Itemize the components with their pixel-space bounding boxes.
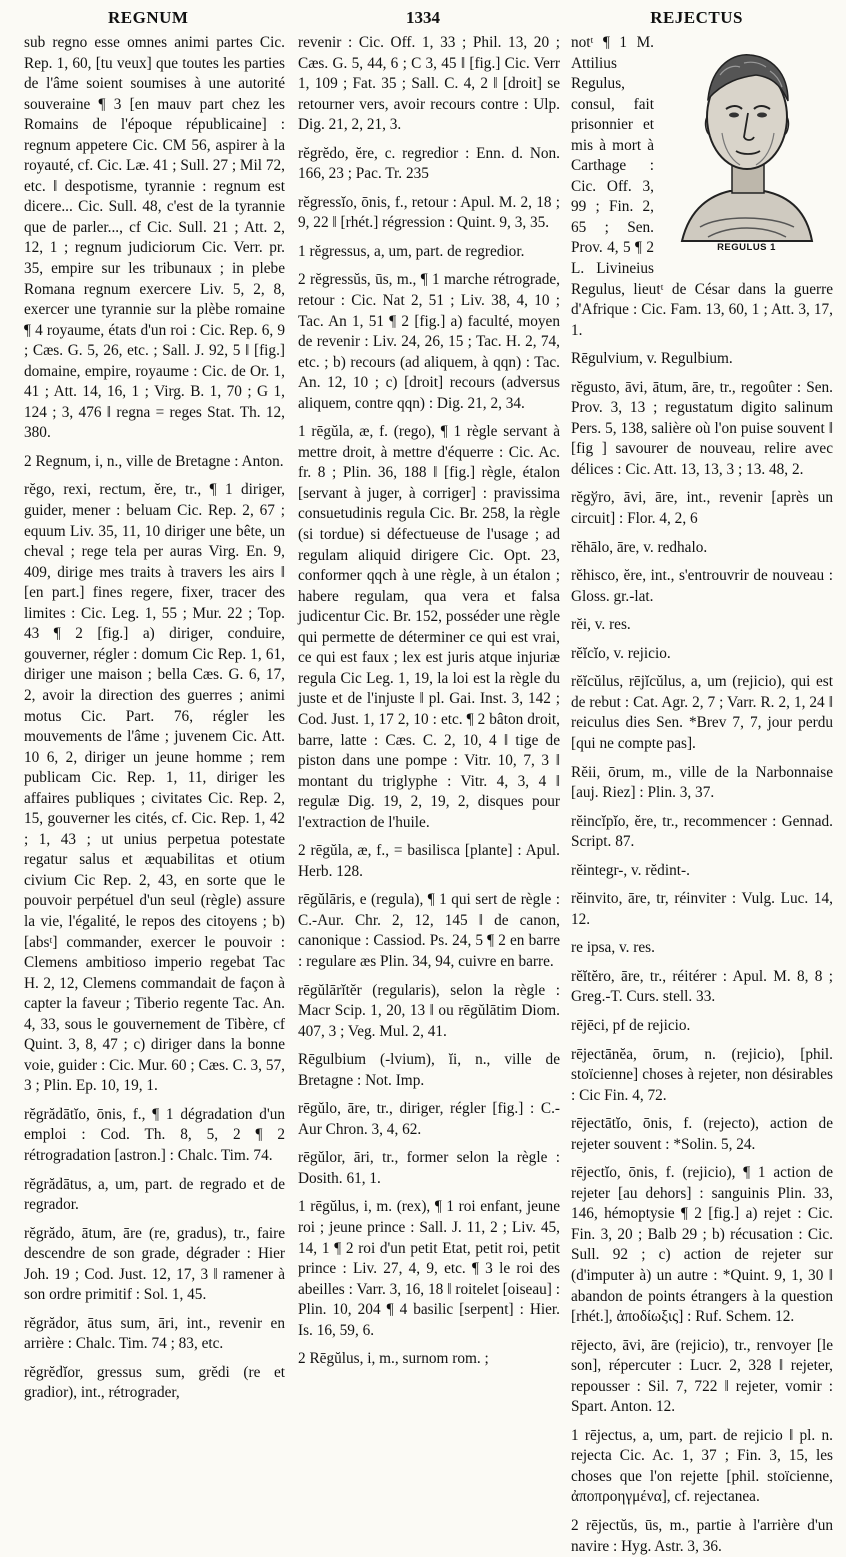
column-1 — [24, 33, 285, 1402]
column-2 — [298, 33, 560, 1368]
dictionary-entry: rējēci, pf de rejicio. — [571, 1016, 691, 1034]
dictionary-entry: rĕgrădo, ātum, āre (re, gradus), tr., faire descendre de son grade, dégrader : Hier Joh. 19 ; Cod. Just. 12, 17, 3 ‖ ramener à son ordre primitif : Sol. 1, 45. — [24, 1224, 285, 1304]
running-head-right: REJECTUS — [650, 8, 743, 27]
dictionary-entry: rĕgўro, āvi, āre, int., revenir [après un circuit] : Flor. 4, 2, 6 — [571, 489, 833, 528]
dictionary-entry: rējectĭo, ōnis, f. (rejicio), ¶ 1 action de rejeter [au dehors] : sanguinis Plin. 33, 146, hémoptysie ¶ 2 [fig.] a) rejet : Cic. Fin. 3, 20 ; Balb 29 ; b) récusation : Cic. Sull. 92 ; c) action de rejeter sur (d'imputer à) un autre : *Quint. 9, 1, 30 ‖ abandon de points étrangers à la question [rhét.], ἀποδίωξις] : Ruf. Schem. 12. — [571, 1164, 833, 1326]
dictionary-entry: 2 rēgŭla, æ, f., = basilisca [plante] : Apul. Herb. 128. — [298, 842, 560, 880]
dictionary-entry: rĕgressĭo, ōnis, f., retour : Apul. M. 2, 18 ; 9, 22 ‖ [rhét.] régression : Quint. 9, 3, 35. — [298, 193, 560, 232]
regulus-bust-figure — [660, 37, 833, 259]
dictionary-entry: Rēgulvium, v. Regulbium. — [571, 350, 733, 368]
dictionary-entry: 2 rĕgressŭs, ūs, m., ¶ 1 marche rétrograde, retour : Cic. Nat 2, 51 ; Liv. 38, 4, 10 ; Tac. An 1, 51 ¶ 2 [fig.] a) faculté, moyen de revenir : Liv. 24, 26, 15 ; Tac. H. 2, 74, etc. ; b) recours (ad aliquem, à qqn) : Tac. An. 12, 10 ; c) [droit] recours (adversus aliquem, contre qqn) : Dig. 21, 2, 34. — [298, 271, 560, 412]
dictionary-entry: rējecto, āvi, āre (rejicio), tr., renvoyer [le son], répercuter : Lucr. 2, 328 ‖ rejeter, repousser : Sil. 7, 722 ‖ rejeter, vomir : Spart. Anton. 12. — [571, 1336, 833, 1416]
dictionary-entry: rējectātĭo, ōnis, f. (rejecto), action de rejeter souvent : *Solin. 5, 24. — [571, 1115, 833, 1153]
dictionary-entry: re ipsa, v. res. — [571, 939, 655, 957]
dictionary-entry: Rēgulbium (-lvium), ĭi, n., ville de Bretagne : Not. Imp. — [298, 1051, 560, 1089]
dictionary-entry: rēgŭlor, āri, tr., former selon la règle : Dosith. 61, 1. — [298, 1149, 560, 1187]
dictionary-entry: rĕincĭpĭo, ĕre, tr., recommencer : Gennad. Script. 87. — [571, 812, 833, 851]
page-number: 1334 — [406, 8, 440, 27]
dictionary-entry: notᵗ ¶ 1 M. Attilius Regulus, consul, fait prisonnier et mis à mort à Carthage : Cic. Off. 3, 99 ; Fin. 2, 65 ; Sen. Prov. 4, 5 ¶ 2 L. Livineius Regulus, lieutᵗ de César dans la guerre d'Afrique : Cic. Fam. 13, 60, 1 ; Att. 3, 17, 1. — [571, 34, 833, 339]
dictionary-entry: rēgŭlo, āre, tr., diriger, régler [fig.] : C.-Aur Chron. 3, 4, 62. — [298, 1100, 560, 1138]
dictionary-entry: sub regno esse omnes animi partes Cic. Rep. 1, 60, [tu veux] que toutes les parties de l'âme soient soumises à une autorité souveraine ¶ 3 [en mauv part chez les Romains de l'époque républicaine] : regnum appetere Cic. CM 56, aspirer à la royauté, cf. Cic. Læ. 41 ; Sull. 27 ; Mil 72, etc. ‖ despotisme, tyrannie : regnum est dicere... Cic. Sull. 48, c'est de la tyrannie que de parler..., cf Cic. Sull. 21 ; Att. 2, 12, 1 ; regnum judiciorum Cic. Verr. pr. 35, empire sur les tribunaux ; in plebe Romana regnum exercere Liv. 5, 2, 8, exercer une tyrannie sur la plèbe romaine ¶ 4 royaume, états d'un roi : Cic. Rep. 6, 9 ; Cæs. G. 5, 26, etc. ; Sall. J. 92, 5 ‖ [fig.] domaine, empire, royaume : Cic. de Or. 1, 41 ; Att. 14, 16, 1 ; Virg. B. 1, 70 ; G 1, 124 ; 3, 476 ‖ regna = reges Stat. Th. 12, 380. — [24, 34, 285, 442]
dictionary-entry: 1 rējectus, a, um, part. de rejicio ‖ pl. n. rejecta Cic. Ac. 1, 37 ; Fin. 3, 15, les choses que l'on rejette [phil. stoïcienne, ἀποπροηγμένα], cf. rejectanea. — [571, 1426, 833, 1506]
dictionary-entry: rĕgusto, āvi, ātum, āre, tr., regoûter : Sen. Prov. 3, 13 ; regustatum digito salinum Pers. 5, 138, salière où l'on puise souvent ‖ [fig ] savourer de nouveau, relire avec délices : Cic. Att. 13, 13, 3 ; 13. 48, 2. — [571, 378, 833, 478]
dictionary-entry: 1 rēgŭlus, i, m. (rex), ¶ 1 roi enfant, jeune roi ; jeune prince : Sall. J. 11, 2 ; Liv. 45, 14, 1 ¶ 2 roi d'un petit Etat, petit roi, petit prince : Liv. 27, 4, 9, etc. ¶ 3 le roi des abeilles : Varr. 3, 16, 18 ‖ roitelet [oiseau] : Plin. 10, 204 ¶ 4 basilic [serpent] : Hier. Is. 16, 59, 6. — [298, 1198, 560, 1339]
dictionary-columns — [0, 33, 846, 1555]
dictionary-entry: rĕi, v. res. — [571, 616, 631, 634]
dictionary-entry: rĕinvito, āre, tr, réinviter : Vulg. Luc. 14, 12. — [571, 890, 833, 928]
dictionary-entry: rĕgrădātus, a, um, part. de regrado et de regrador. — [24, 1175, 285, 1214]
dictionary-entry: rĕgrĕdo, ĕre, c. regredior : Enn. d. Non. 166, 23 ; Pac. Tr. 235 — [298, 144, 560, 183]
dictionary-entry: 1 rĕgressus, a, um, part. de regredior. — [298, 242, 525, 260]
column-3 — [571, 33, 833, 1555]
dictionary-entry: rĕgo, rexi, rectum, ĕre, tr., ¶ 1 diriger, guider, mener : beluam Cic. Rep. 2, 67 ; equum Liv. 35, 11, 10 diriger une bête, un cheval ; rege tela per auras Virg. En. 9, 409, dirige mes traits à travers les airs ‖ [en part.] fines regere, fixer, tracer des limites : Cic. Leg. 1, 55 ; Mur. 22 ; Top. 43 ¶ 2 [fig.] a) diriger, conduire, gouverner, régler : domum Cic Rep. 1, 61, diriger une maison ; bella Cæs. G. 6, 17, 2, avoir la direction des guerres ; animi motus Cic. Part. 76, régler les mouvements de l'âme ; juvenem Cic. Att. 10 6, 2, diriger un jeune homme ; rem publicam Cic. Rep. 1, 11, diriger les affaires publiques ; civitates Cic. Rep. 2, 15, gouverner les cités, cf. Cic. Rep. 1, 42 ; 1, 43 ; ut unius perpetua potestate regatur salus et æquabilitas et otium civium Cic Rep. 2, 43, en sorte que le pouvoir perpétuel d'un seul (règle) assure la vie, l'égalité, le repos des citoyens ; b) [absᵗ] commander, exercer le pouvoir : Clemens ambitioso imperio regebat Tac H. 2, 12, Clemens commandait de façon à capter la faveur ; Tiberio regente Tac. An. 4, 33, sous le gouvernement de Tibère, cf Quint. 3, 8, 47 ; c) diriger dans la bonne voie, guider : Cic. Mur. 60 ; Cæs. C. 3, 57, 3 ; Plin. Ep. 10, 19, 1. — [24, 481, 285, 1095]
dictionary-entry: rējectānĕa, ōrum, n. (rejicio), [phil. stoïcienne] choses à rejeter, non désirables : Cic Fin. 4, 72. — [571, 1045, 833, 1104]
dictionary-entry: Rĕii, ōrum, m., ville de la Narbonnaise [auj. Riez] : Plin. 3, 37. — [571, 763, 833, 802]
dictionary-entry: rĕĭcŭlus, rējĭcŭlus, a, um (rejicio), qui est de rebut : Cat. Agr. 2, 7 ; Varr. R. 2, 1, 24 ‖ reiculus dies Sen. *Brev 7, 7, jour perdu [qui ne compte pas]. — [571, 673, 833, 752]
dictionary-entry: rĕintegr-, v. rĕdint-. — [571, 861, 690, 879]
dictionary-entry: 2 Rēgŭlus, i, m., surnom rom. ; — [298, 1350, 489, 1368]
dictionary-entry: 2 rējectŭs, ūs, m., partie à l'arrière d'un navire : Hyg. Astr. 3, 36. — [571, 1517, 833, 1555]
dictionary-entry: rēgŭlārĭtĕr (regularis), selon la règle : Macr Scip. 1, 20, 13 ‖ ou rēgŭlātim Diom. 407, 3 ; Veg. Mul. 2, 41. — [298, 981, 560, 1040]
roman-bust-portrait-icon — [660, 37, 833, 241]
dictionary-entry: rĕĭcĭo, v. rejicio. — [571, 644, 671, 662]
dictionary-entry: rĕgrĕdĭor, gressus sum, grĕdi (re et gradior), int., rétrograder, — [24, 1363, 285, 1402]
page-header — [18, 6, 828, 32]
dictionary-entry: rĕhālo, āre, v. redhalo. — [571, 538, 708, 556]
dictionary-entry: rĕĭtĕro, āre, tr., réitérer : Apul. M. 8, 8 ; Greg.-T. Curs. stell. 33. — [571, 967, 833, 1006]
dictionary-entry: 2 Regnum, i, n., ville de Bretagne : Anton. — [24, 452, 284, 470]
dictionary-entry: rĕgrădātĭo, ōnis, f., ¶ 1 dégradation d'un emploi : Cod. Th. 8, 5, 2 ¶ 2 rétrogradation [astron.] : Chalc. Tim. 74. — [24, 1105, 285, 1164]
dictionary-entry: 1 rēgŭla, æ, f. (rego), ¶ 1 règle servant à mettre droit, à mettre d'équerre : Cic. Ac. fr. 8 ; Plin. 36, 188 ‖ [fig.] règle, étalon [servant à juger, à corriger] : pravissima consuetudinis regula Cic. Br. 258, la règle (si tordue) si défectueuse de l'usage ; ad regulam aliquid dirigere Cic. Opt. 23, conformer qqch à une règle, à un étalon ; habere regulam, qua vera et falsa judicentur Cic. Br. 152, posséder une règle qui permette de déterminer ce qui est vrai, ce qui est faux ; lex est juris atque injuriæ regula Cic Leg. 1, 19, la loi est la règle du juste et de l'injuste ‖ pl. Gai. Inst. 3, 142 ; Cod. Just. 1, 17 2, 10 : etc. ¶ 2 bâton droit, barre, latte : Cæs. C. 2, 10, 4 ‖ tige de piston dans une pompe : Vitr. 10, 7, 3 ‖ montant du triglyphe : Vitr. 4, 3, 4 ‖ regulæ Dig. 19, 2, 19, 2, disques pour l'extraction de l'huile. — [298, 423, 560, 831]
dictionary-entry: rĕhisco, ĕre, int., s'entrouvrir de nouveau : Gloss. gr.-lat. — [571, 567, 833, 605]
dictionary-entry: rēgŭlāris, e (regula), ¶ 1 qui sert de règle : C.-Aur. Chr. 2, 12, 145 ‖ de canon, canonique : Cassiod. Ps. 24, 5 ¶ 2 en barre : regulare æs Plin. 34, 94, cuivre en barre. — [298, 891, 560, 970]
dictionary-entry: revenir : Cic. Off. 1, 33 ; Phil. 13, 20 ; Cæs. G. 5, 44, 6 ; C 3, 45 ‖ [fig.] Cic. Verr 1, 109 ; Fat. 35 ; Sall. C. 4, 2 ‖ [droit] se retourner vers, avoir recours contre : Ulp. Dig. 21, 2, 21, 3. — [298, 34, 560, 134]
running-head-left: REGNUM — [108, 8, 189, 27]
dictionary-entry: rĕgrădor, ātus sum, āri, int., revenir en arrière : Chalc. Tim. 74 ; 83, etc. — [24, 1314, 285, 1353]
figure-caption: REGULUS 1 — [717, 242, 776, 253]
